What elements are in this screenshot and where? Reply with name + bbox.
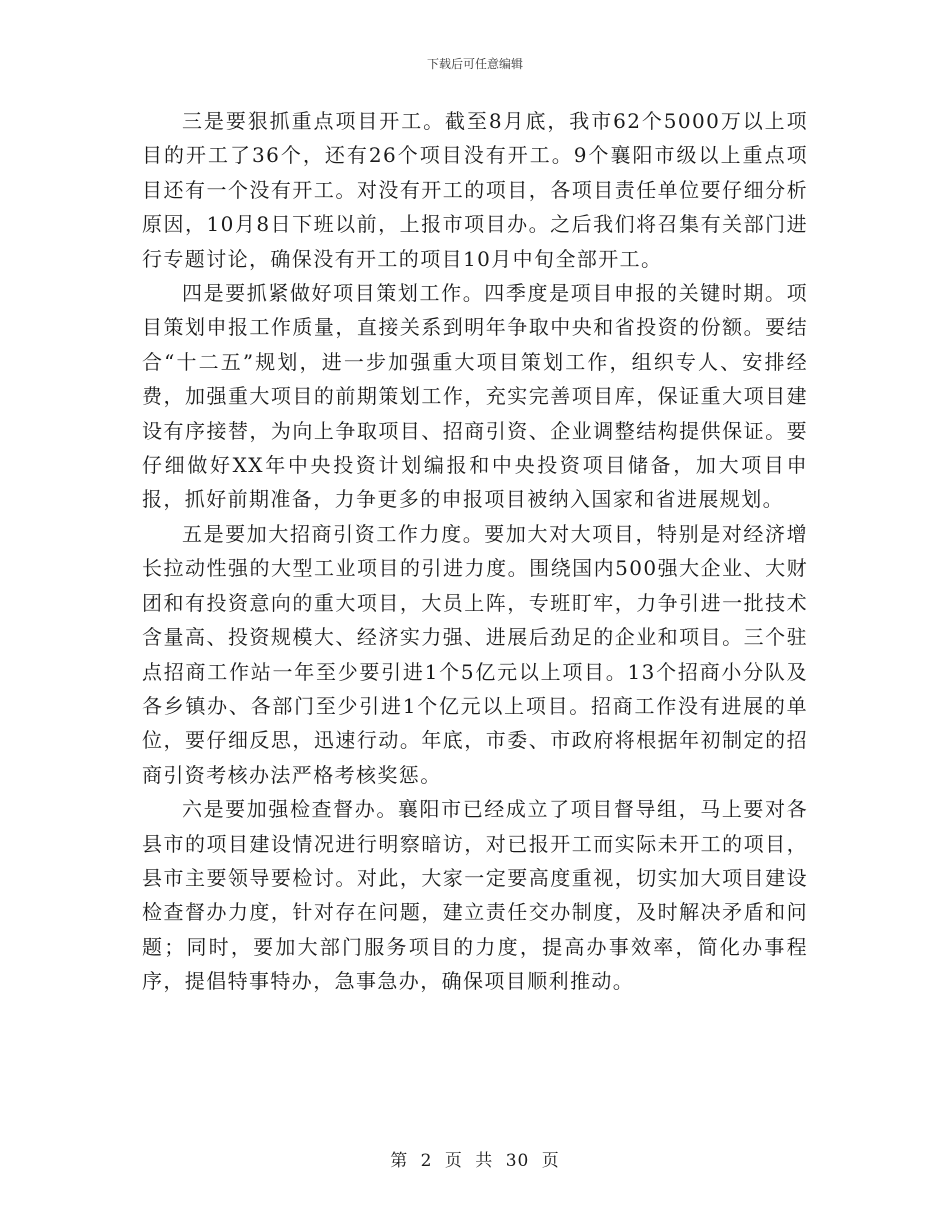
paragraph-5-investment-attraction: 五是要加大招商引资工作力度。要加大对大项目，特别是对经济增长拉动性强的大型工业项目的引进力度。围绕国内500强大企业、大财团和有投资意向的重大项目，大员上阵，专班盯牢，力争引进一批技术含量高、投资规模大、经济实力强、进展后劲足的企业和项目。三个驻点招商工作站一年至少要引进1个5亿元以上项目。13个招商小分队及各乡镇办、各部门至少引进1个亿元以上项目。招商工作没有进展的单位，要仔细反思，迅速行动。年底，市委、市政府将根据年初制定的招商引资考核办法严格考核奖惩。 — [142, 521, 808, 787]
paragraph-3-key-projects-start: 三是要狠抓重点项目开工。截至8月底，我市62个5000万以上项目的开工了36个，还有26个项目没有开工。9个襄阳市级以上重点项目还有一个没有开工。对没有开工的项目，各项目责任单位要仔细分析原因，10月8日下班以前，上报市项目办。之后我们将召集有关部门进行专题讨论，确保没有开工的项目10月中旬全部开工。 — [142, 109, 808, 271]
paragraph-4-project-planning: 四是要抓紧做好项目策划工作。四季度是项目申报的关键时期。项目策划申报工作质量，直接关系到明年争取中央和省投资的份额。要结合“十二五”规划，进一步加强重大项目策划工作，组织专人、安排经费，加强重大项目的前期策划工作，充实完善项目库，保证重大项目建设有序接替，为向上争取项目、招商引资、企业调整结构提供保证。要仔细做好XX年中央投资计划编报和中央投资项目储备，加大项目申报，抓好前期准备，力争更多的申报项目被纳入国家和省进展规划。 — [142, 281, 808, 512]
page-header: 下载后可任意编辑 — [426, 57, 523, 71]
page-number-footer: 第 2 页 共 30 页 — [390, 1151, 560, 1171]
paragraph-6-inspection-supervision: 六是要加强检查督办。襄阳市已经成立了项目督导组，马上要对各县市的项目建设情况进行明察暗访，对已报开工而实际未开工的项目，县市主要领导要检讨。对此，大家一定要高度重视，切实加大项目建设检查督办力度，针对存在问题，建立责任交办制度，及时解决矛盾和问题；同时，要加大部门服务项目的力度，提高办事效率，简化办事程序，提倡特事特办，急事急办，确保项目顺利推动。 — [142, 797, 808, 994]
document-body — [142, 104, 808, 999]
